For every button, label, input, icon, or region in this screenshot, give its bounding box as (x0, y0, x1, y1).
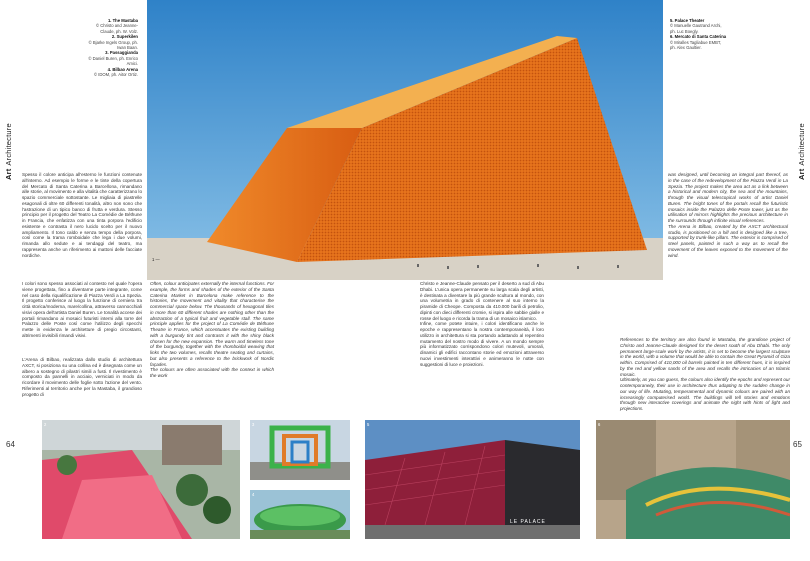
caption-item: 1. The Mastaba © Christo and Jeanne-Claude, ph. W. Volz. (96, 18, 138, 34)
paragraph: Spesso il colore anticipa all'esterno le funzioni contenute all'interno. Ad esempio le forme e le tinte della copertura del Mercato di Santa Caterina a Barcellona, rimandano alle storie, al movimento e alla vitalità che caratterizzano lo spazio commerciale sottostante. Le migliaia di piastrelle esagonali di oltre 60 differenti tonalità, altro non sono che l'astrazione di un tipico banco di frutta e verdura. Stesso principio per il progetto del Teatro La Comédie de Béthune in Francia, che enfatizza con una tinta porpora l'edificio esistente e contrasta il nero lucido scelto per il nuovo ampliamento. Il tono caldo e senza tempo della porpora, così come la trama romboidale che lega i due volumi, rimanda allo sedute e ai tendaggi del teatro, ma rappresenta anche un riferimento ai mattoni delle facciate nordiche. (22, 172, 142, 258)
paragraph: was designed, until becoming an integral part thereof, as in the case of the redevelopment of the Piazza Verdi in La Spezia. The project makes the area act as a link between a historical and modern city, the sea and the mountains, through the visual telescopical works of artist Daniel Buren. The bright tones of the portals recall the futuristic mosaics inside the Palazzo delle Poste tower, just as the utilisation of mirrors highlights the precious architecture in the surrounds through infinite visual references. (668, 172, 788, 223)
palace-sign: LE PALACE (510, 519, 546, 525)
text-col-1c (22, 357, 142, 397)
text-col-1 (22, 172, 142, 258)
section-mark: Art (4, 168, 13, 180)
palace-theater-photo (365, 420, 580, 539)
superkilen-photo (42, 420, 240, 539)
photo-number-6: 6 (598, 422, 601, 427)
bilbao-arena-photo (250, 490, 350, 539)
paragraph: The colours are often associated with the context in which the work (150, 367, 274, 378)
caption-block-right (670, 18, 728, 50)
caption-block-left (86, 18, 138, 77)
text-col-2 (150, 281, 274, 379)
passaggianda-photo (250, 420, 350, 480)
section-mark-right: Art (797, 168, 806, 180)
caption-item: 6. Mercato di Santa Caterina © Miralles Tagliabue EMBT, ph. Alex Gaultier. (670, 34, 727, 51)
page-number-right: 65 (793, 440, 802, 449)
paragraph: The Arena in Bilbao, created by the AXCT architectural studio, is positioned on a hill and is designed like a tree, supported by trunk-like pillars. The exterior is comprised of steel panels, painted in such a way as to recall the movement of the leaves exposed to the movement of the wind. (668, 223, 788, 258)
mastaba-photo (147, 0, 663, 280)
paragraph: References to the territory are also found in Mastaba, the grandiose project of Christo and Jeanne-Claude designed for the desert south of Abu Dhabi. The only permanent large-scale work by the artists, it is set to become the largest sculpture in the world, with a volume that would be able to contain the Great Pyramid of Giza within. Comprised of 410,000 oil barrels painted in ten different hues, it is inspired by the red and yellow sands of the area and recalls the intricacies of an Islamic mosaic. (620, 337, 790, 377)
paragraph: I colori sono spesso associati al contesto nel quale l'opera viene progettata, fino a diventarne parte integrante, come nel caso della riqualificazione di Piazza Verdi a La Spezia. Il progetto conferisce al luogo la funzione di cerniera tra città storica/moderna, mare/collina, attraverso cannocchiali visivi opera dell'artista Daniel Buren. Le tonalità accese dei portali rimandano ai mosaici futuristi interni alla torre del Palazzo delle Poste così come l'utilizzo degli specchi mette in evidenza le architetture di pregio circostanti, altrimenti invisibili rimandi visivi. (22, 281, 142, 338)
caption-item: 3. Passaggianda © Daniel Buren, ph. Enrico Amici. (88, 50, 138, 67)
caption-item: 5. Palace Theater © Manuelle Gautrand Archi, ph. Luc Boegly. (670, 18, 722, 34)
photo-number-4: 4 (252, 492, 255, 497)
caption-item: 4. Bilbao Arena © IDOM, ph. Aitor Ortiz. (93, 66, 138, 78)
section-title-right: Architecture (797, 123, 806, 166)
text-col-4a (668, 172, 788, 258)
image-number: 1 — (152, 257, 160, 262)
paragraph: Infine, come potete intuire, i colori identificano anche le epoche e rappresentano la nostra contemporaneità, il loro utilizzo in architettura si sta portando adattando al repentino mutamento del nostro modo di vivere. A un mondo sempre più informatizzato corrispondono colori mutevoli, umorali, dinamici gli edifici raccontano storie ed emozioni attraverso nuovi investimenti interattivi e animeranno le notte con suggestioni di luce e proiezioni. (420, 321, 544, 367)
caption-item: 2. Superkilen © Bjarke Ingels Group, ph. Iwan Baan. (88, 34, 138, 51)
santa-caterina-photo (596, 420, 790, 539)
photo-number-2: 2 (44, 422, 47, 427)
paragraph: Ultimately, as you can guess, the colours also identify the epochs and represent our contemporaneity, their use in architecture thus adapting to the sudden change in our way of life. Mutating, temperamental and dynamic colours are paired with an increasingly computerised world. The buildings will tell stories and emotions through new interactive coverings and animate the night with hints of light and projections. (620, 377, 790, 411)
section-title: Architecture (4, 123, 13, 166)
page-number-left: 64 (6, 440, 15, 449)
text-col-3 (420, 281, 544, 367)
paragraph: L'Arena di Bilbao, realizzata dallo studio di architettura AXCT, si posiziona su una collina ed è disegnata come un albero a sostegno di pilastri simili a fusti. Il rivestimento è composto da pannelli in acciaio, verniciati in modo da ricordare il movimento delle foglie sotto l'azione del vento. Riferimenti al territorio anche per la Mastaba, il grandioso progetto di (22, 357, 142, 397)
section-label-left (4, 123, 13, 180)
paragraph: Often, colour anticipates externally the internal functions. For example, the forms and shades of the exterior of the Santa Caterina Market in Barcelona make reference to the histories, the movement and vitality that characterise the commercial space below. The thousands of hexagonal tiles in more than 60 different shades are nothing other than the abstraction of a typical fruit and vegetable stall. The same principle applies for the project of La Comédie de Béthune Theatre in France, which accentuates the existing building with a burgundy tint and contrasts it with the shiny black chosen for the new expansion. The warm and timeless tone of the burgundy, together with the rhomboidal weaving that links the two volumes, recalls theatre seating and curtains, but also presents a reference to the brickwork of Nordic façades. (150, 281, 274, 367)
photo-number-5: 5 (367, 422, 370, 427)
paragraph: Christo e Jeanne-Claude pensato per il deserto a sud di Abu Dhabi. L'unica opera permanente su larga scala degli artisti, è destinata a diventare la più grande scultura al mondo, con una volumetria in grado di contenere al suo interno la piramide di Cheope. Composta da 410.000 barili di petrolio, dipinti con dieci differenti cromie, si ispira alle sabbie gialle e rosse del luogo e ricorda la trama di un mosaico islamico. (420, 281, 544, 321)
photo-number-3: 3 (252, 422, 255, 427)
text-col-4c (620, 337, 790, 412)
section-label-right (797, 123, 806, 180)
